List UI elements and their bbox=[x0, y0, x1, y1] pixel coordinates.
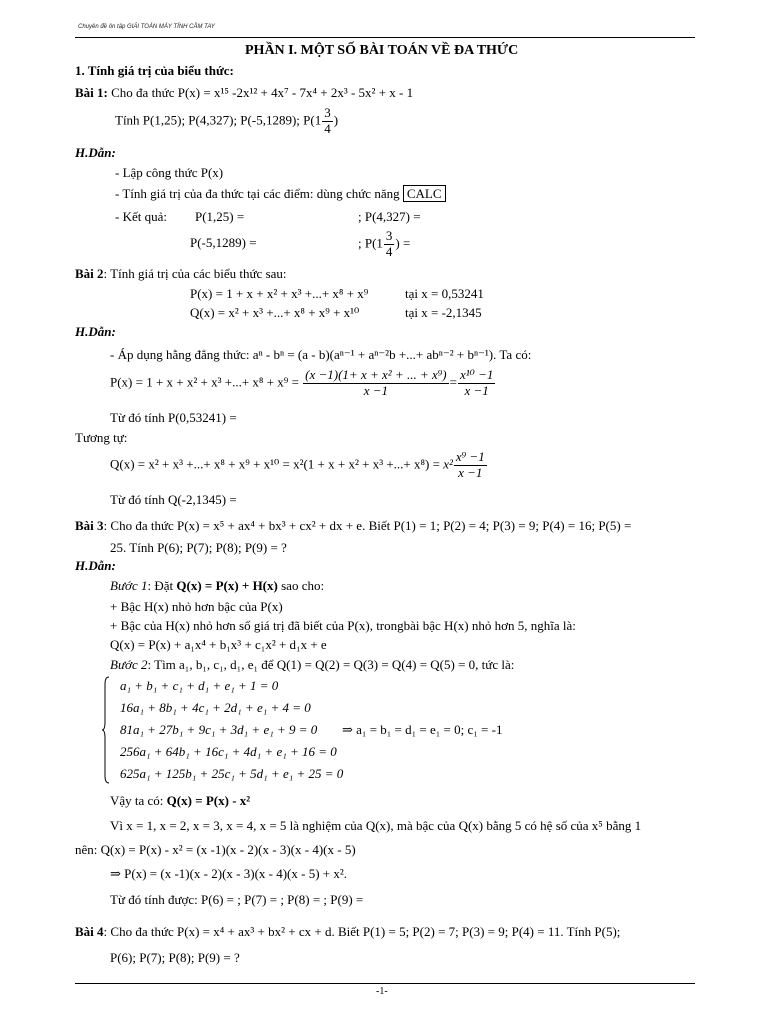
bai1-ask-end: ) bbox=[333, 112, 339, 128]
calc-key: CALC bbox=[403, 185, 446, 202]
bai1-res2: ; P(4,327) = bbox=[358, 209, 421, 224]
hdan-label: H.Dẫn: bbox=[75, 558, 116, 573]
bai1-res4 bbox=[358, 229, 410, 260]
bai1-problem bbox=[75, 85, 413, 101]
bai2-label: Bài 2 bbox=[75, 266, 104, 281]
bai1-res3: P(-5,1289) = bbox=[190, 235, 257, 250]
frac-den: x −1 bbox=[363, 382, 389, 398]
header-rule bbox=[75, 37, 695, 38]
section-heading: 1. Tính giá trị của biểu thức: bbox=[75, 63, 234, 78]
footer-rule bbox=[75, 983, 695, 984]
frac-num: 3 bbox=[385, 228, 393, 243]
bai3-problem bbox=[75, 518, 631, 534]
system-brace bbox=[102, 676, 110, 784]
equation-row: 625a₁ + 125b₁ + 25c₁ + 5d₁ + e₁ + 25 = 0 bbox=[120, 766, 344, 781]
step-bold: Q(x) = P(x) + H(x) bbox=[176, 578, 278, 593]
vay-text: Vậy ta có: bbox=[110, 793, 167, 808]
bai4-text2: P(6); P(7); P(8); P(9) = ? bbox=[110, 950, 240, 965]
bai4-label: Bài 4 bbox=[75, 924, 104, 939]
bai3-impl: ⇒ P(x) = (x -1)(x - 2)(x - 3)(x - 4)(x - 5) + x². bbox=[110, 866, 348, 881]
bai1-res4-text: ; P(1 bbox=[358, 235, 383, 251]
equation-row: a₁ + b₁ + c₁ + d₁ + e₁ + 1 = 0 bbox=[120, 678, 279, 693]
vay-bold: Q(x) = P(x) - x² bbox=[166, 793, 251, 808]
frac-num: (x −1)(1+ x + x² + ... + x⁹) bbox=[305, 367, 447, 382]
bai3-step2 bbox=[110, 657, 514, 673]
frac-num: 3 bbox=[324, 105, 331, 120]
bai1-label: Bài 1: bbox=[75, 85, 108, 100]
bai3-solution: ⇒ a₁ = b₁ = d₁ = e₁ = 0; c₁ = -1 bbox=[342, 722, 503, 737]
bai1-res1: P(1,25) = bbox=[195, 209, 245, 224]
step-text: : Tìm a₁, b₁, c₁, d₁, e₁ để Q(1) = Q(2) = Q(3) = Q(4) = Q(5) = 0, tức là: bbox=[147, 657, 515, 672]
bai3-vi: Vì x = 1, x = 2, x = 3, x = 4, x = 5 là nghiệm của Q(x), mà bậc của Q(x) bằng 5 có hệ số của x⁵ bằng 1 bbox=[110, 818, 642, 833]
bai3-cond1: + Bậc H(x) nhỏ hơn bậc của P(x) bbox=[110, 599, 283, 614]
bai2-similar: Tương tự: bbox=[75, 430, 128, 445]
page-title: PHẦN I. MỘT SỐ BÀI TOÁN VỀ ĐA THỨC bbox=[245, 43, 519, 58]
equation-row: 81a₁ + 27b₁ + 9c₁ + 3d₁ + e₁ + 9 = 0 bbox=[120, 722, 318, 737]
page-number: -1- bbox=[376, 986, 388, 997]
fraction bbox=[303, 368, 448, 399]
q-coef: x² bbox=[443, 456, 453, 472]
fraction bbox=[458, 368, 495, 399]
bai3-qdef: Q(x) = P(x) + a₁x⁴ + b₁x³ + c₁x² + d₁x + e bbox=[110, 637, 327, 652]
bai1-step1: - Lập công thức P(x) bbox=[115, 165, 224, 180]
bai2-text: : Tính giá trị của các biểu thức sau: bbox=[103, 266, 287, 281]
bai2-q: Q(x) = x² + x³ +...+ x⁸ + x⁹ + x¹⁰ bbox=[190, 305, 360, 320]
bai2-p-expand-text: P(x) = 1 + x + x² + x³ +...+ x⁸ + x⁹ = bbox=[110, 374, 299, 390]
bai2-identity: - Áp dụng hằng đẳng thức: aⁿ - bⁿ = (a - b)(aⁿ⁻¹ + aⁿ⁻²b +...+ abⁿ⁻² + bⁿ⁻¹). Ta có: bbox=[110, 347, 532, 362]
bai3-cond2: + Bậc của H(x) nhỏ hơn số giá trị đã biết của P(x), trongbài bậc H(x) nhỏ hơn 5, nghĩa là: bbox=[110, 618, 576, 633]
bai3-label: Bài 3 bbox=[75, 518, 104, 533]
bai3-nen: nên: Q(x) = P(x) - x² = (x -1)(x - 2)(x - 3)(x - 4)(x - 5) bbox=[75, 842, 356, 857]
bai4-text: : Cho đa thức P(x) = x⁴ + ax³ + bx² + cx + d. Biết P(1) = 5; P(2) = 7; P(3) = 9; P(4) = 11. Tính P(5); bbox=[103, 924, 621, 939]
bai3-vay bbox=[110, 793, 250, 809]
frac-num: x¹⁰ −1 bbox=[459, 367, 494, 382]
fraction bbox=[322, 106, 333, 137]
bai2-p-at: tại x = 0,53241 bbox=[405, 286, 484, 301]
hdan-label: H.Dẫn: bbox=[75, 145, 116, 160]
frac-den: 4 bbox=[385, 243, 393, 259]
step-label: Bước 1 bbox=[110, 578, 148, 593]
equation-row: 16a₁ + 8b₁ + 4c₁ + 2d₁ + e₁ + 4 = 0 bbox=[120, 700, 311, 715]
bai1-step2-text: - Tính giá trị của đa thức tại các điểm: dùng chức năng bbox=[115, 186, 400, 201]
fraction bbox=[454, 450, 487, 481]
bai3-text: : Cho đa thức P(x) = x⁵ + ax⁴ + bx³ + cx² + dx + e. Biết P(1) = 1; P(2) = 4; P(3) = 9; P(4) = 16; P(5) = bbox=[103, 518, 632, 533]
step-end: sao cho: bbox=[277, 578, 325, 593]
bai2-q-at: tại x = -2,1345 bbox=[405, 305, 482, 320]
frac-num: x⁹ −1 bbox=[455, 449, 485, 464]
bai2-q-expand bbox=[110, 450, 488, 481]
bai3-text2: 25. Tính P(6); P(7); P(8); P(9) = ? bbox=[110, 540, 287, 555]
bai2-p-expand: P(x) = 1 + x + x² + x³ +...+ x⁸ + x⁹ = $\frac{\text{(x −1)(1+ x + x² + ... + x⁹)}}{x -1}$ = $\frac{\text{x¹⁰ −1}}{x -1}$ bbox=[110, 367, 494, 398]
frac-den: 4 bbox=[324, 120, 331, 136]
fraction bbox=[384, 229, 395, 260]
bai1-res-label: - Kết quả: bbox=[115, 209, 167, 224]
bai4-problem bbox=[75, 924, 620, 940]
bai3-from: Từ đó tính được: P(6) = ; P(7) = ; P(8) = ; P(9) = bbox=[110, 892, 364, 907]
bai1-res4-end: ) = bbox=[395, 235, 411, 251]
bai1-ask bbox=[115, 106, 338, 137]
step-text: : Đặt bbox=[147, 578, 177, 593]
step-label: Bước 2 bbox=[110, 657, 148, 672]
bai1-ask-text: Tính P(1,25); P(4,327); P(-5,1289); P(1 bbox=[115, 112, 322, 128]
bai2-from-p: Từ đó tính P(0,53241) = bbox=[110, 410, 237, 425]
equation-row: 256a₁ + 64b₁ + 16c₁ + 4d₁ + e₁ + 16 = 0 bbox=[120, 744, 337, 759]
page-header: Chuyên đề ôn tập GIẢI TOÁN MÁY TÍNH CẦM TAY bbox=[78, 24, 215, 30]
bai1-step2 bbox=[115, 186, 446, 202]
bai2-q-expand-text: Q(x) = x² + x³ +...+ x⁸ + x⁹ + x¹⁰ = x²(1 + x + x² + x³ +...+ x⁸) = bbox=[110, 456, 440, 472]
bai3-step1 bbox=[110, 578, 324, 594]
frac-den: x −1 bbox=[464, 382, 489, 398]
hdan-label: H.Dẫn: bbox=[75, 324, 116, 339]
frac-den: x −1 bbox=[458, 464, 483, 480]
bai2-p: P(x) = 1 + x + x² + x³ +...+ x⁸ + x⁹ bbox=[190, 286, 369, 301]
bai1-text: Cho đa thức P(x) = x¹⁵ -2x¹² + 4x⁷ - 7x⁴ + 2x³ - 5x² + x - 1 bbox=[111, 85, 414, 100]
bai2-from-q: Từ đó tính Q(-2,1345) = bbox=[110, 492, 237, 507]
bai2-problem bbox=[75, 266, 287, 282]
